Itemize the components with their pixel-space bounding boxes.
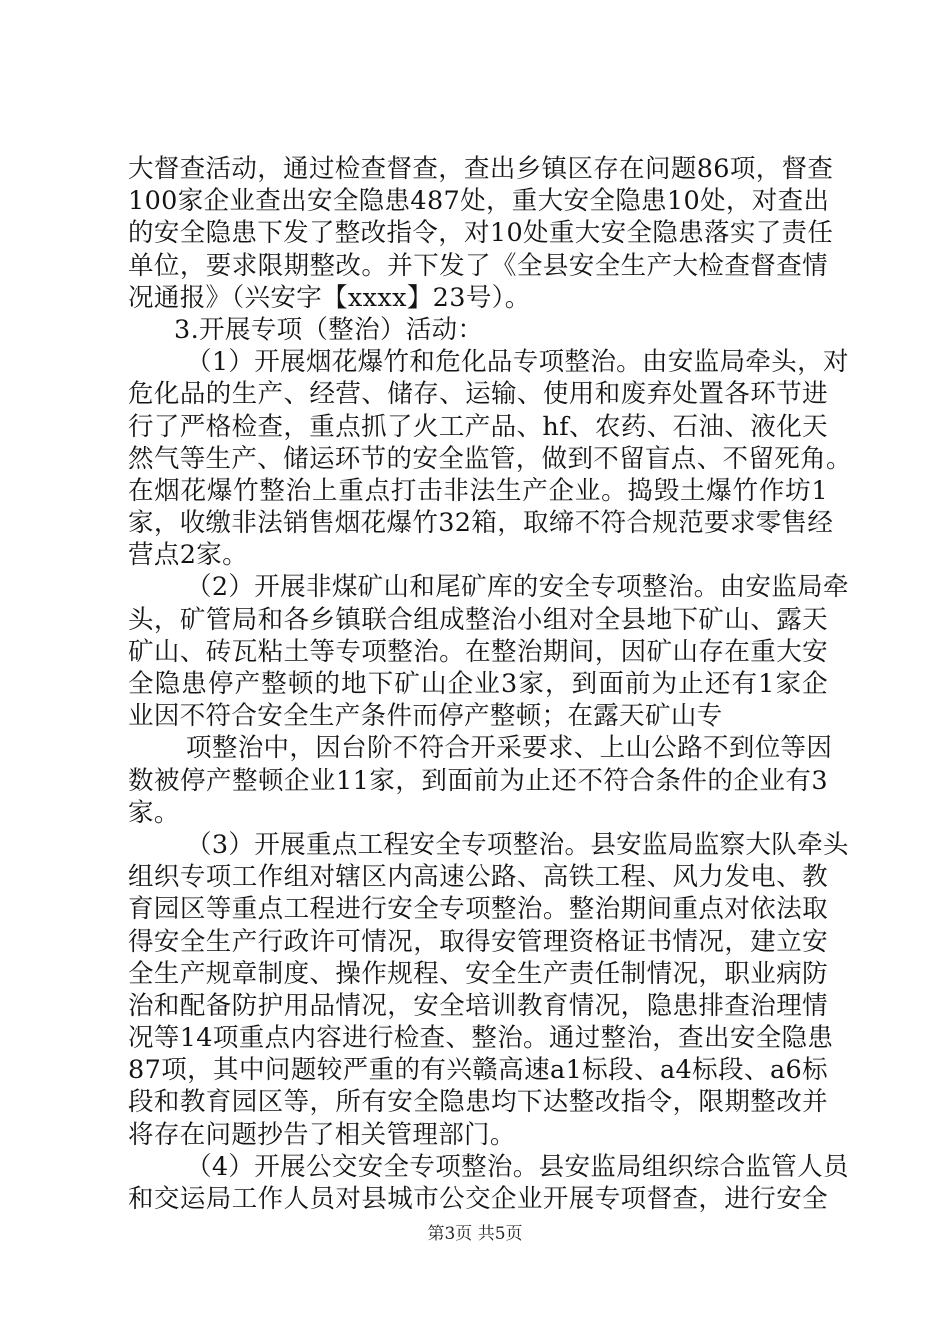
text-line: 得安全生产行政许可情况，取得安管理资格证书情况，建立安 <box>128 926 828 957</box>
text-line: 组织专项工作组对辖区内高速公路、高铁工程、风力发电、教 <box>128 862 828 893</box>
text-line: 的安全隐患下发了整改指令，对10处重大安全隐患落实了责任 <box>128 218 834 249</box>
text-line: （3）开展重点工程安全专项整治。县安监局监察大队牵头 <box>186 829 849 860</box>
text-line: 在烟花爆竹整治上重点打击非法生产企业。捣毁土爆竹作坊1 <box>128 475 828 506</box>
text-line: 单位，要求限期整改。并下发了《全县安全生产大检查督查情 <box>128 250 828 281</box>
text-line: （4）开展公交安全专项整治。县安监局组织综合监管人员 <box>186 1151 849 1182</box>
text-line: 业因不符合安全生产条件而停产整顿；在露天矿山专 <box>128 701 723 732</box>
text-line: （1）开展烟花爆竹和危化品专项整治。由安监局牵头，对 <box>186 347 849 378</box>
text-line: 然气等生产、储运环节的安全监管，做到不留盲点、不留死角。 <box>128 443 852 474</box>
text-line: 全生产规章制度、操作规程、安全生产责任制情况，职业病防 <box>128 958 828 989</box>
document-body <box>128 153 852 1215</box>
text-line: 和交运局工作人员对县城市公交企业开展专项督查，进行安全 <box>128 1184 828 1214</box>
text-line: 头，矿管局和各乡镇联合组成整治小组对全县地下矿山、露天 <box>128 604 828 635</box>
text-line: 家，收缴非法销售烟花爆竹32箱，取缔不符合规范要求零售经 <box>128 508 834 539</box>
section-heading: 3.开展专项（整治）活动： <box>174 314 484 345</box>
text-line: 段和教育园区等，所有安全隐患均下达整改指令，限期整改并 <box>128 1087 828 1118</box>
text-line: 数被停产整顿企业11家，到面前为止还不符合条件的企业有3 <box>128 765 828 796</box>
text-line: （2）开展非煤矿山和尾矿库的安全专项整治。由安监局牵 <box>186 572 849 603</box>
text-line: 治和配备防护用品情况，安全培训教育情况，隐患排查治理情 <box>128 990 828 1021</box>
text-line: 矿山、砖瓦粘土等专项整治。在整治期间，因矿山存在重大安 <box>128 636 828 667</box>
text-line: 87项，其中问题较严重的有兴赣高速a1标段、a4标段、a6标 <box>128 1055 828 1086</box>
page-number-footer: 第3页 共5页 <box>427 1224 523 1244</box>
text-line: 100家企业查出安全隐患487处，重大安全隐患10处，对查出 <box>128 186 830 217</box>
text-line: 育园区等重点工程进行安全专项整治。整治期间重点对依法取 <box>128 894 828 925</box>
text-line: 营点2家。 <box>128 540 248 571</box>
text-line: 行了严格检查，重点抓了火工产品、hf、农药、石油、液化天 <box>128 411 828 442</box>
text-line: 全隐患停产整顿的地下矿山企业3家，到面前为止还有1家企 <box>128 669 828 699</box>
text-line: 危化品的生产、经营、储存、运输、使用和废弃处置各环节进 <box>128 379 828 410</box>
text-line: 将存在问题抄告了相关管理部门。 <box>128 1119 516 1150</box>
text-line: 项整治中，因台阶不符合开采要求、上山公路不到位等因 <box>186 733 833 764</box>
text-line: 家。 <box>128 797 180 828</box>
text-line: 大督查活动，通过检查督查，查出乡镇区存在问题86项，督查 <box>128 154 834 184</box>
text-line: 况等14项重点内容进行检查、整治。通过整治，查出安全隐患 <box>128 1023 834 1054</box>
text-line: 况通报》（兴安字【xxxx】23号）。 <box>128 282 531 313</box>
